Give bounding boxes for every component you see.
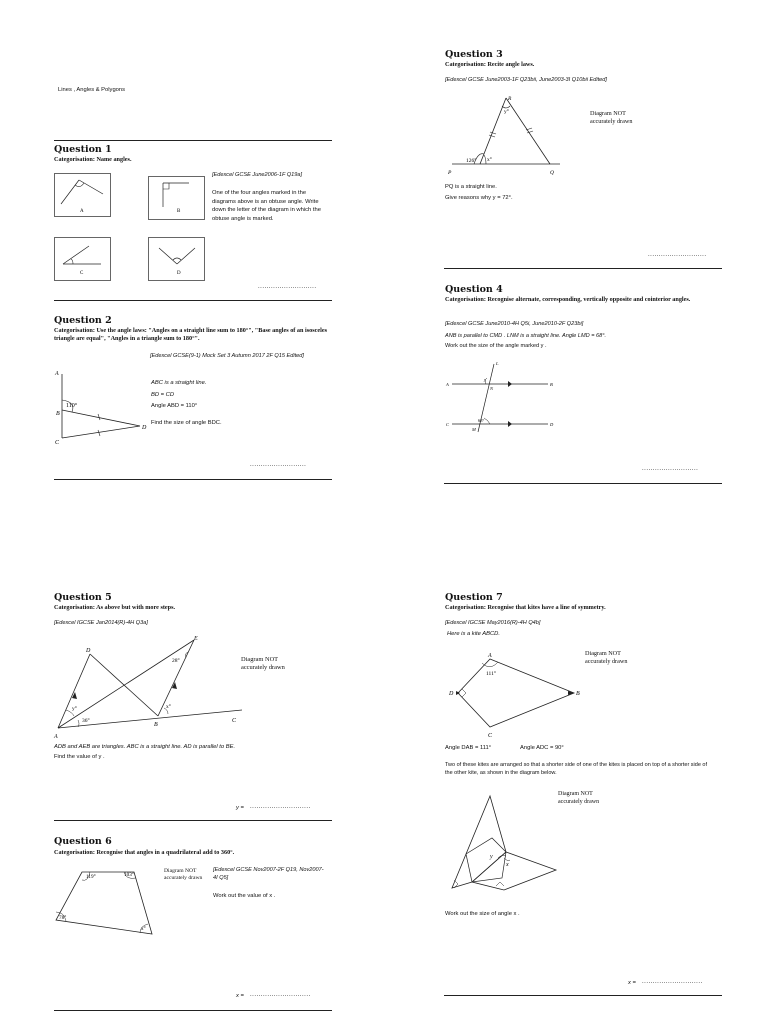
q4-line1: ANB is parallel to CMD . LNM is a straight line. Angle LMD = 68°. [445,333,607,339]
q5-title: Question 5 [54,592,112,603]
q6-categorisation: Categorisation: Recognise that angles in a quadrilateral add to 360°. [54,849,235,856]
q7-title: Question 7 [445,592,503,603]
q7-note2: accurately drawn [585,658,628,665]
q1-bottom-rule [54,300,332,301]
q1-body: One of the four angles marked in the diagrams above is an obtuse angle. Write down the letter of the diagram in which the obtuse angle is marked. [212,190,321,222]
q7-line4: Work out the size of angle x . [445,911,520,917]
q5-point-a: A [54,734,58,740]
q3-angle-126: 126° [466,158,477,164]
q5-bottom-rule [54,820,332,821]
q6-note1: Diagram NOT [164,868,197,874]
q7-angle-111: 111° [486,671,497,677]
q2-answer-line[interactable]: .......................... [250,462,307,468]
q1-diagram-c-svg [55,238,110,280]
document-header: Lines , Angles & Polygons [58,87,126,93]
q1-categorisation: Categorisation: Name angles. [54,156,132,163]
q1-label-d: D [177,271,181,276]
q1-diagram-b [148,176,205,220]
q6-source: [Edexcel GCSE Nov2007-2F Q19, Nov2007-4I Q5] [213,867,324,881]
q5-source: [Edexcel IGCSE Jan2014(R)-4H Q3a] [54,620,148,626]
q7-arranged-kites-diagram [446,790,564,906]
q5-angle-36: 36° [82,718,90,724]
q5-line1: ADB and AEB are triangles. ABC is a straight line. AD is parallel to BE. [54,744,236,750]
q4-point-n: N [490,386,494,391]
q2-line3: Angle ABD = 110° [151,403,198,409]
q1-diagram-d [148,237,205,281]
q3-line2: Give reasons why y = 72°. [445,195,513,201]
q3-categorisation: Categorisation: Recite angle laws. [445,61,535,68]
q5-point-d: D [86,648,91,654]
q5-point-c: C [232,718,237,724]
q7-point-c: C [488,733,493,739]
q4-point-l: L [496,361,499,366]
q4-point-d: D [550,422,554,427]
q4-line2: Work out the size of the angle marked y . [445,343,547,349]
q6-angle-78: 78° [59,915,67,921]
q1-answer-line[interactable]: ........................... [258,284,317,290]
q5-answer-line[interactable]: ............................ [250,804,311,810]
q5-point-e: E [194,636,198,642]
q7-point-b: B [576,691,580,697]
q7-line3: Two of these kites are arranged so that a shorter side of one of the kites is placed on top of a shorter side of the other kite, as shown in the diagram below. [445,762,708,776]
q2-bottom-rule [54,479,332,480]
q1-label-b: B [177,209,181,214]
q5-angle-y: y° [72,706,77,712]
q6-answer-label: x = [236,993,244,999]
q3-bottom-rule [444,268,722,269]
q3-source: [Edexcel GCSE June2003-1F Q23bii, June2003-3I Q10bii Edited] [445,77,607,83]
q6-answer-line[interactable]: ............................ [250,992,311,998]
q7-line2: Angle ADC = 90° [520,745,564,751]
q3-note2: accurately drawn [590,118,633,125]
q7-answer-label: x = [628,980,636,986]
q2-angle-label: 110° [66,403,78,409]
q3-angle-y: y° [504,109,509,115]
q7-categorisation: Categorisation: Recognise that kites have a line of symmetry. [445,604,606,611]
q7-line1: Angle DAB = 111° [445,745,492,751]
q1-label-a: A [80,209,84,214]
q2-line1: ABC is a straight line. [151,380,207,386]
q4-angle-68: 68° [478,418,485,423]
q1-diagram-a-svg [55,174,110,216]
q5-note2: accurately drawn [241,664,285,671]
q4-arrow-bottom [508,421,512,427]
q6-angle-119: 119° [86,874,96,880]
q7-line0: Here is a kite ABCD. [447,631,500,637]
q5-line2: Find the value of y . [54,754,105,760]
q4-source: [Edexcel GCSE June2010-4H Q5i, June2010-2F Q23bi] [445,321,584,327]
q4-point-c: C [446,422,450,427]
q3-point-r: R [508,96,512,102]
q4-bottom-rule [444,483,722,484]
q5-note1: Diagram NOT [241,656,279,663]
q7-note4: accurately drawn [558,799,600,805]
q3-line1: PQ is a straight line. [445,184,497,190]
q6-note2: accurately drawn [164,875,203,881]
q2-point-c: C [55,440,60,446]
q4-title: Question 4 [445,284,503,295]
q3-note1: Diagram NOT [590,110,626,117]
q2-point-b: B [56,411,60,417]
q1-title: Question 1 [54,144,112,155]
q7-note1: Diagram NOT [585,650,621,657]
q1-diagram-a [54,173,111,217]
q2-categorisation: Categorisation: Use the angle laws: "Angles on a straight line sum to 180°", "Base angles of an isosceles triangle are equal", "Angles in a triangle sum to 180°". [54,327,327,343]
q7-answer-line[interactable]: ............................ [642,979,703,985]
q3-answer-line[interactable]: ........................... [648,252,707,258]
q1-diagram-d-svg [149,238,204,280]
q2-source: [Edexcel GCSE(9-1) Mock Set 3 Autumn 2017 2F Q15 Edited] [150,353,304,359]
q5-categorisation: Categorisation: As above but with more steps. [54,604,176,611]
q7-kite-diagram [446,645,586,741]
q3-diagram [444,90,584,180]
q6-line1: Work out the value of x . [213,893,276,899]
q3-title: Question 3 [445,49,503,60]
q5-angle-28: 28° [172,658,180,664]
q2-line4: Find the size of angle BDC. [151,420,222,426]
q2-point-a: A [55,371,59,377]
q4-answer-line[interactable]: .......................... [642,466,699,472]
q4-categorisation: Categorisation: Recognise alternate, corresponding, vertically opposite and cointerior angles. [445,296,691,303]
q7-note3: Diagram NOT [558,791,593,797]
q7-bottom-rule [444,995,722,996]
q2-title: Question 2 [54,315,112,326]
q4-point-a: A [446,382,449,387]
q4-point-b: B [550,382,553,387]
q5-angle-x: x° [166,704,171,710]
q4-arrow-top [508,381,512,387]
q1-source: [Edexcel GCSE June2006-1F Q19a] [212,172,303,178]
q7-angle-y-label: y [490,854,493,860]
q5-answer-label: y = [236,805,244,811]
q4-point-m: M [472,427,476,432]
q2-line2: BD = CD [151,392,175,398]
q5-diagram [52,630,252,740]
q5-point-b: B [154,722,158,728]
q6-bottom-rule [54,1010,332,1011]
q7-point-d: D [449,691,454,697]
q1-top-rule [54,140,332,141]
q6-angle-x: x° [141,926,146,932]
q1-diagram-b-svg [149,177,204,219]
q3-angle-x: x° [487,157,492,163]
q6-angle-103: 103° [124,872,134,878]
q3-point-p: P [448,170,452,176]
q7-source: [Edexcel IGCSE May2016(R)-4H Q4b] [445,620,541,626]
q6-title: Question 6 [54,836,112,847]
q3-point-q: Q [550,170,554,176]
q2-diagram [52,366,152,446]
q7-point-a: A [488,653,492,659]
q1-label-c: C [80,271,84,276]
q1-diagram-c [54,237,111,281]
q6-diagram [52,864,160,938]
q4-angle-y: y [484,377,486,382]
q7-angle-x-label: x [506,862,509,868]
q4-diagram [444,358,564,434]
q2-point-d: D [142,425,147,431]
